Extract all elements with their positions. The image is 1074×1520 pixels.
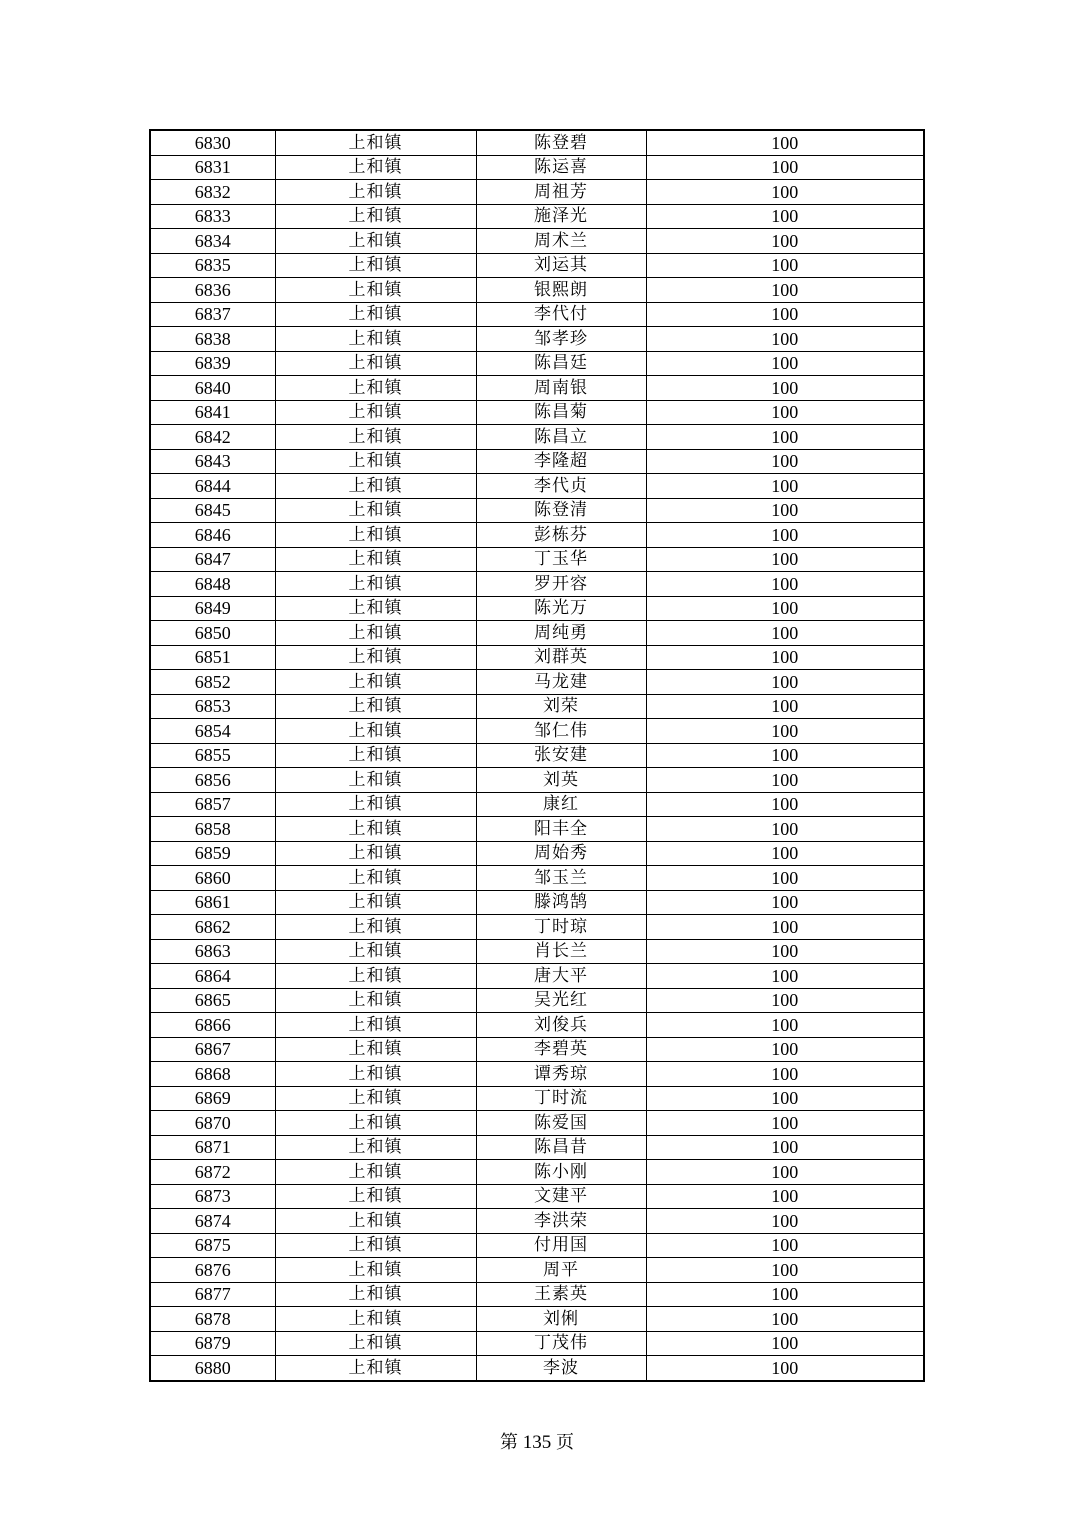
cell-town: 上和镇	[275, 1258, 476, 1283]
cell-name: 李洪荣	[476, 1209, 646, 1234]
cell-town: 上和镇	[275, 1233, 476, 1258]
cell-town: 上和镇	[275, 351, 476, 376]
cell-amount: 100	[646, 1037, 924, 1062]
table-row	[150, 180, 924, 205]
table-row	[150, 1331, 924, 1356]
cell-name: 丁玉华	[476, 547, 646, 572]
cell-name: 阳丰全	[476, 817, 646, 842]
table-row	[150, 523, 924, 548]
cell-town: 上和镇	[275, 1184, 476, 1209]
cell-amount: 100	[646, 547, 924, 572]
cell-index: 6842	[150, 425, 275, 450]
table-row	[150, 425, 924, 450]
cell-index: 6864	[150, 964, 275, 989]
cell-town: 上和镇	[275, 866, 476, 891]
table-row	[150, 302, 924, 327]
cell-index: 6857	[150, 792, 275, 817]
cell-name: 丁时琼	[476, 915, 646, 940]
table-row	[150, 1086, 924, 1111]
cell-town: 上和镇	[275, 792, 476, 817]
cell-amount: 100	[646, 474, 924, 499]
cell-amount: 100	[646, 890, 924, 915]
cell-index: 6839	[150, 351, 275, 376]
cell-amount: 100	[646, 130, 924, 155]
cell-amount: 100	[646, 743, 924, 768]
cell-index: 6877	[150, 1282, 275, 1307]
cell-index: 6855	[150, 743, 275, 768]
cell-town: 上和镇	[275, 400, 476, 425]
table-row	[150, 866, 924, 891]
table-row	[150, 351, 924, 376]
cell-index: 6856	[150, 768, 275, 793]
cell-amount: 100	[646, 792, 924, 817]
cell-town: 上和镇	[275, 130, 476, 155]
cell-town: 上和镇	[275, 1135, 476, 1160]
cell-index: 6869	[150, 1086, 275, 1111]
cell-town: 上和镇	[275, 964, 476, 989]
page-prefix: 第	[500, 1432, 518, 1453]
cell-amount: 100	[646, 841, 924, 866]
table-row	[150, 1356, 924, 1381]
table-row	[150, 498, 924, 523]
cell-town: 上和镇	[275, 1111, 476, 1136]
cell-name: 陈爱国	[476, 1111, 646, 1136]
cell-index: 6845	[150, 498, 275, 523]
cell-index: 6841	[150, 400, 275, 425]
cell-town: 上和镇	[275, 547, 476, 572]
cell-name: 刘英	[476, 768, 646, 793]
cell-amount: 100	[646, 1160, 924, 1185]
table-row	[150, 1013, 924, 1038]
cell-name: 谭秀琼	[476, 1062, 646, 1087]
table-row	[150, 1062, 924, 1087]
cell-index: 6835	[150, 253, 275, 278]
table-row	[150, 204, 924, 229]
cell-index: 6859	[150, 841, 275, 866]
cell-amount: 100	[646, 670, 924, 695]
cell-name: 马龙建	[476, 670, 646, 695]
cell-index: 6879	[150, 1331, 275, 1356]
cell-amount: 100	[646, 204, 924, 229]
cell-amount: 100	[646, 645, 924, 670]
table-row	[150, 645, 924, 670]
cell-name: 刘俊兵	[476, 1013, 646, 1038]
cell-town: 上和镇	[275, 890, 476, 915]
table-row	[150, 1184, 924, 1209]
cell-town: 上和镇	[275, 155, 476, 180]
cell-name: 周术兰	[476, 229, 646, 254]
cell-amount: 100	[646, 400, 924, 425]
cell-index: 6851	[150, 645, 275, 670]
cell-amount: 100	[646, 1013, 924, 1038]
table-row	[150, 400, 924, 425]
cell-index: 6874	[150, 1209, 275, 1234]
cell-name: 陈小刚	[476, 1160, 646, 1185]
table-row	[150, 792, 924, 817]
cell-town: 上和镇	[275, 621, 476, 646]
cell-amount: 100	[646, 1233, 924, 1258]
cell-town: 上和镇	[275, 817, 476, 842]
cell-name: 丁茂伟	[476, 1331, 646, 1356]
table-row	[150, 1037, 924, 1062]
table-row	[150, 278, 924, 303]
table-row	[150, 596, 924, 621]
cell-index: 6862	[150, 915, 275, 940]
cell-name: 文建平	[476, 1184, 646, 1209]
cell-name: 邹孝珍	[476, 327, 646, 352]
cell-amount: 100	[646, 1135, 924, 1160]
cell-name: 李碧英	[476, 1037, 646, 1062]
cell-town: 上和镇	[275, 180, 476, 205]
cell-index: 6849	[150, 596, 275, 621]
cell-name: 肖长兰	[476, 939, 646, 964]
cell-index: 6843	[150, 449, 275, 474]
cell-name: 陈昌菊	[476, 400, 646, 425]
cell-amount: 100	[646, 229, 924, 254]
cell-index: 6850	[150, 621, 275, 646]
cell-amount: 100	[646, 1062, 924, 1087]
table-row	[150, 229, 924, 254]
cell-town: 上和镇	[275, 988, 476, 1013]
cell-amount: 100	[646, 449, 924, 474]
cell-amount: 100	[646, 425, 924, 450]
cell-town: 上和镇	[275, 841, 476, 866]
cell-name: 陈运喜	[476, 155, 646, 180]
cell-amount: 100	[646, 621, 924, 646]
cell-index: 6866	[150, 1013, 275, 1038]
cell-town: 上和镇	[275, 449, 476, 474]
table-row	[150, 988, 924, 1013]
cell-town: 上和镇	[275, 1013, 476, 1038]
cell-amount: 100	[646, 1282, 924, 1307]
cell-name: 李波	[476, 1356, 646, 1381]
cell-amount: 100	[646, 694, 924, 719]
cell-name: 银熙朗	[476, 278, 646, 303]
data-table	[149, 129, 925, 1382]
cell-index: 6844	[150, 474, 275, 499]
cell-town: 上和镇	[275, 425, 476, 450]
cell-name: 刘荣	[476, 694, 646, 719]
cell-name: 李隆超	[476, 449, 646, 474]
cell-name: 吴光红	[476, 988, 646, 1013]
table-row	[150, 327, 924, 352]
cell-town: 上和镇	[275, 1062, 476, 1087]
cell-amount: 100	[646, 302, 924, 327]
cell-amount: 100	[646, 327, 924, 352]
cell-index: 6865	[150, 988, 275, 1013]
table-row	[150, 547, 924, 572]
cell-town: 上和镇	[275, 204, 476, 229]
table-row	[150, 1209, 924, 1234]
table-row	[150, 694, 924, 719]
table-row	[150, 621, 924, 646]
cell-index: 6831	[150, 155, 275, 180]
cell-name: 施泽光	[476, 204, 646, 229]
cell-name: 付用国	[476, 1233, 646, 1258]
cell-amount: 100	[646, 596, 924, 621]
cell-town: 上和镇	[275, 229, 476, 254]
table-row	[150, 768, 924, 793]
cell-name: 王素英	[476, 1282, 646, 1307]
table-row	[150, 1160, 924, 1185]
cell-amount: 100	[646, 988, 924, 1013]
cell-town: 上和镇	[275, 302, 476, 327]
cell-town: 上和镇	[275, 1037, 476, 1062]
cell-amount: 100	[646, 1184, 924, 1209]
cell-amount: 100	[646, 964, 924, 989]
cell-name: 陈昌立	[476, 425, 646, 450]
cell-index: 6832	[150, 180, 275, 205]
cell-town: 上和镇	[275, 645, 476, 670]
table-row	[150, 964, 924, 989]
cell-index: 6837	[150, 302, 275, 327]
table-row	[150, 1111, 924, 1136]
cell-index: 6878	[150, 1307, 275, 1332]
cell-name: 陈登清	[476, 498, 646, 523]
cell-name: 周平	[476, 1258, 646, 1283]
cell-town: 上和镇	[275, 1282, 476, 1307]
cell-name: 彭栋芬	[476, 523, 646, 548]
cell-town: 上和镇	[275, 278, 476, 303]
cell-amount: 100	[646, 1086, 924, 1111]
cell-town: 上和镇	[275, 1331, 476, 1356]
cell-amount: 100	[646, 1209, 924, 1234]
cell-town: 上和镇	[275, 694, 476, 719]
table-row	[150, 939, 924, 964]
cell-amount: 100	[646, 939, 924, 964]
cell-name: 丁时流	[476, 1086, 646, 1111]
cell-name: 罗开容	[476, 572, 646, 597]
cell-town: 上和镇	[275, 670, 476, 695]
cell-town: 上和镇	[275, 1307, 476, 1332]
table-row	[150, 890, 924, 915]
cell-name: 李代付	[476, 302, 646, 327]
table-row	[150, 1282, 924, 1307]
cell-town: 上和镇	[275, 939, 476, 964]
cell-index: 6838	[150, 327, 275, 352]
cell-name: 周祖芳	[476, 180, 646, 205]
page-number: 135	[522, 1432, 552, 1453]
cell-index: 6853	[150, 694, 275, 719]
cell-index: 6833	[150, 204, 275, 229]
cell-index: 6834	[150, 229, 275, 254]
cell-amount: 100	[646, 768, 924, 793]
cell-index: 6860	[150, 866, 275, 891]
cell-index: 6852	[150, 670, 275, 695]
cell-name: 陈昌昔	[476, 1135, 646, 1160]
table-row	[150, 572, 924, 597]
table-row	[150, 1135, 924, 1160]
cell-index: 6840	[150, 376, 275, 401]
cell-town: 上和镇	[275, 474, 476, 499]
table-row	[150, 1233, 924, 1258]
cell-name: 张安建	[476, 743, 646, 768]
cell-index: 6854	[150, 719, 275, 744]
cell-town: 上和镇	[275, 253, 476, 278]
cell-town: 上和镇	[275, 1356, 476, 1381]
cell-index: 6867	[150, 1037, 275, 1062]
cell-name: 滕鸿鹄	[476, 890, 646, 915]
cell-amount: 100	[646, 278, 924, 303]
table-row	[150, 449, 924, 474]
table-row	[150, 670, 924, 695]
cell-name: 周始秀	[476, 841, 646, 866]
cell-index: 6876	[150, 1258, 275, 1283]
cell-town: 上和镇	[275, 768, 476, 793]
cell-amount: 100	[646, 1331, 924, 1356]
cell-name: 康红	[476, 792, 646, 817]
cell-name: 陈登碧	[476, 130, 646, 155]
cell-town: 上和镇	[275, 1160, 476, 1185]
page-footer	[0, 1428, 1074, 1454]
cell-amount: 100	[646, 817, 924, 842]
table-row	[150, 474, 924, 499]
cell-town: 上和镇	[275, 1209, 476, 1234]
cell-town: 上和镇	[275, 596, 476, 621]
table-row	[150, 817, 924, 842]
cell-town: 上和镇	[275, 327, 476, 352]
cell-town: 上和镇	[275, 498, 476, 523]
cell-index: 6830	[150, 130, 275, 155]
cell-name: 周纯勇	[476, 621, 646, 646]
cell-town: 上和镇	[275, 915, 476, 940]
cell-amount: 100	[646, 1258, 924, 1283]
cell-amount: 100	[646, 523, 924, 548]
cell-amount: 100	[646, 572, 924, 597]
cell-name: 邹仁伟	[476, 719, 646, 744]
cell-name: 刘俐	[476, 1307, 646, 1332]
cell-index: 6863	[150, 939, 275, 964]
cell-name: 唐大平	[476, 964, 646, 989]
cell-town: 上和镇	[275, 719, 476, 744]
table-row	[150, 155, 924, 180]
cell-name: 刘运其	[476, 253, 646, 278]
cell-index: 6875	[150, 1233, 275, 1258]
cell-amount: 100	[646, 253, 924, 278]
cell-town: 上和镇	[275, 743, 476, 768]
cell-name: 邹玉兰	[476, 866, 646, 891]
cell-town: 上和镇	[275, 572, 476, 597]
cell-amount: 100	[646, 1356, 924, 1381]
cell-amount: 100	[646, 866, 924, 891]
cell-amount: 100	[646, 351, 924, 376]
cell-name: 陈昌廷	[476, 351, 646, 376]
cell-index: 6858	[150, 817, 275, 842]
cell-name: 陈光万	[476, 596, 646, 621]
cell-amount: 100	[646, 155, 924, 180]
cell-amount: 100	[646, 1111, 924, 1136]
cell-amount: 100	[646, 1307, 924, 1332]
cell-amount: 100	[646, 915, 924, 940]
cell-amount: 100	[646, 719, 924, 744]
cell-index: 6861	[150, 890, 275, 915]
cell-name: 李代贞	[476, 474, 646, 499]
table-row	[150, 376, 924, 401]
table-row	[150, 1307, 924, 1332]
cell-town: 上和镇	[275, 523, 476, 548]
table-row	[150, 253, 924, 278]
cell-index: 6846	[150, 523, 275, 548]
table-row	[150, 1258, 924, 1283]
cell-index: 6836	[150, 278, 275, 303]
cell-amount: 100	[646, 376, 924, 401]
page-suffix: 页	[556, 1432, 574, 1453]
cell-amount: 100	[646, 498, 924, 523]
cell-town: 上和镇	[275, 376, 476, 401]
cell-amount: 100	[646, 180, 924, 205]
cell-index: 6872	[150, 1160, 275, 1185]
cell-index: 6880	[150, 1356, 275, 1381]
cell-name: 刘群英	[476, 645, 646, 670]
table-row	[150, 915, 924, 940]
cell-name: 周南银	[476, 376, 646, 401]
cell-index: 6847	[150, 547, 275, 572]
cell-index: 6873	[150, 1184, 275, 1209]
table-row	[150, 719, 924, 744]
cell-index: 6848	[150, 572, 275, 597]
table-row	[150, 130, 924, 155]
table-row	[150, 743, 924, 768]
table-body	[150, 130, 924, 1381]
cell-town: 上和镇	[275, 1086, 476, 1111]
table-row	[150, 841, 924, 866]
cell-index: 6868	[150, 1062, 275, 1087]
cell-index: 6870	[150, 1111, 275, 1136]
cell-index: 6871	[150, 1135, 275, 1160]
